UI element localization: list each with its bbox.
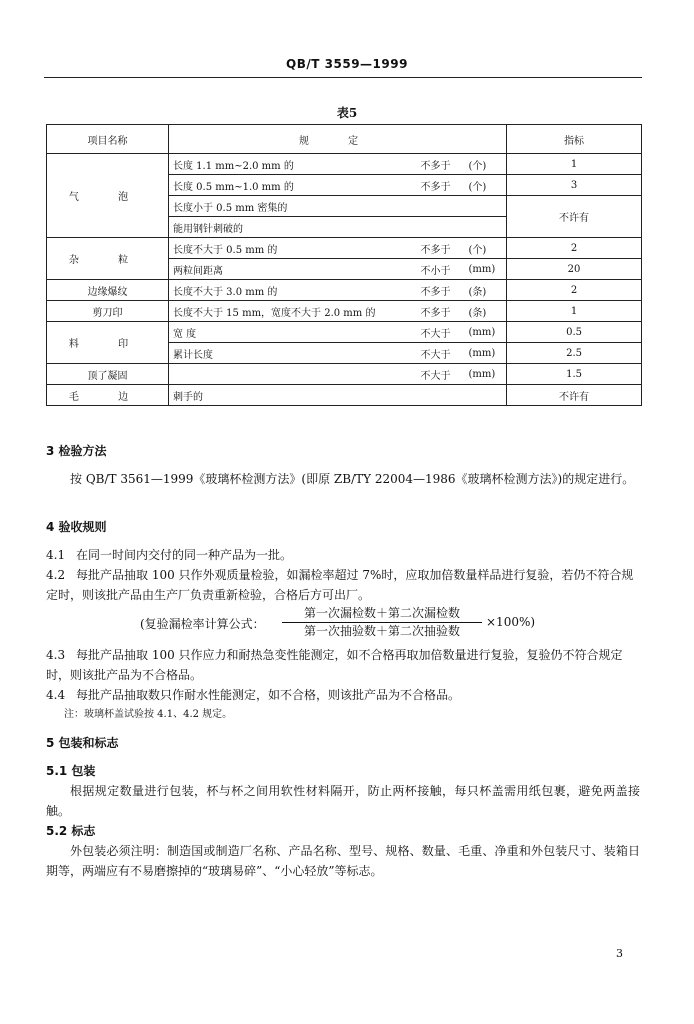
row-unit: (条) — [465, 280, 507, 301]
row-item: 气 泡 — [47, 154, 169, 238]
row-unit: (mm) — [465, 259, 507, 280]
clause-text: 每批产品抽取数只作耐水性能测定，如不合格，则该批产品为不合格品。 — [76, 688, 461, 702]
row-limit: 不大于 — [417, 322, 465, 343]
row-value: 2 — [507, 238, 642, 259]
row-value: 20 — [507, 259, 642, 280]
section-3 — [46, 441, 640, 489]
row-value: 2.5 — [507, 343, 642, 364]
row-limit: 不大于 — [417, 343, 465, 364]
row-unit: (个) — [465, 154, 507, 175]
subsection-5-2-text: 外包装必须注明：制造国或制造厂名称、产品名称、型号、规格、数量、毛重、净重和外包装尺寸、装箱日期等，两端应有不易磨擦掉的“玻璃易碎”、“小心轻放”等标志。 — [46, 844, 640, 878]
row-item: 料 印 — [47, 322, 169, 364]
formula-fraction — [282, 605, 482, 639]
standard-number-header: QB/T 3559—1999 — [286, 57, 408, 71]
section-3-text: 按 QB/T 3561—1999《玻璃杯检测方法》(即原 ZB/TY 22004—1986《玻璃杯检测方法》)的规定进行。 — [70, 472, 635, 486]
clause-4-3 — [46, 645, 640, 685]
header-rule — [44, 77, 642, 78]
spec-table — [46, 124, 642, 406]
row-value: 1.5 — [507, 364, 642, 385]
formula-tail: ×100%) — [486, 615, 536, 629]
row-limit: 不大于 — [417, 364, 465, 385]
row-item: 杂 粒 — [47, 238, 169, 280]
row-value: 不许有 — [507, 385, 642, 406]
table-header-row — [47, 125, 642, 154]
row-limit: 不多于 — [417, 175, 465, 196]
row-limit: 不多于 — [417, 238, 465, 259]
row-rule — [169, 364, 417, 385]
row-unit: (mm) — [465, 343, 507, 364]
row-rule: 长度不大于 3.0 mm 的 — [169, 280, 417, 301]
row-unit: (mm) — [465, 364, 507, 385]
row-rule: 刺手的 — [169, 385, 507, 406]
section-4 — [46, 517, 640, 605]
header-rule-col: 规 定 — [169, 125, 507, 154]
section-3-heading: 3 检验方法 — [46, 444, 107, 458]
row-item: 剪刀印 — [47, 301, 169, 322]
row-item: 毛 边 — [47, 385, 169, 406]
row-value: 1 — [507, 154, 642, 175]
header-index: 指标 — [507, 125, 642, 154]
row-rule: 长度不大于 15 mm，宽度不大于 2.0 mm 的 — [169, 301, 417, 322]
note: 注：玻璃杯盖试验按 4.1、4.2 规定。 — [64, 709, 233, 720]
row-rule: 长度 0.5 mm~1.0 mm 的 — [169, 175, 417, 196]
table-row — [47, 385, 642, 406]
clause-number: 4.3 — [46, 648, 66, 662]
row-value: 不许有 — [507, 196, 642, 238]
section-4-cont — [46, 645, 640, 725]
row-limit: 不小于 — [417, 259, 465, 280]
subsection-5-2: 5.2 标志 — [46, 824, 96, 838]
row-rule: 长度不大于 0.5 mm 的 — [169, 238, 417, 259]
clause-number: 4.4 — [46, 688, 66, 702]
table-row — [47, 238, 642, 259]
table-row — [47, 280, 642, 301]
subsection-5-1: 5.1 包装 — [46, 764, 96, 778]
table-title: 表5 — [336, 106, 358, 120]
row-limit: 不多于 — [417, 154, 465, 175]
row-rule: 两粒间距离 — [169, 259, 417, 280]
table-row — [47, 322, 642, 343]
row-unit: (个) — [465, 175, 507, 196]
row-limit: 不多于 — [417, 301, 465, 322]
row-value: 2 — [507, 280, 642, 301]
clause-number: 4.2 — [46, 568, 66, 582]
row-limit: 不多于 — [417, 280, 465, 301]
row-value: 0.5 — [507, 322, 642, 343]
formula-denominator: 第一次抽验数＋第二次抽验数 — [303, 624, 460, 638]
clause-text: 每批产品抽取 100 只作应力和耐热急变性能测定，如不合格再取加倍数量进行复验，复验仍不符合规定时，则该批产品为不合格品。 — [46, 648, 623, 682]
row-unit: (条) — [465, 301, 507, 322]
row-rule: 累计长度 — [169, 343, 417, 364]
page-number: 3 — [616, 947, 623, 960]
clause-text: 每批产品抽取 100 只作外观质量检验，如漏检率超过 7%时，应取加倍数量样品进行复验，若仍不符合规定时，则该批产品由生产厂负责重新检验，合格后方可出厂。 — [46, 568, 634, 602]
formula-label: (复验漏检率计算公式： — [140, 617, 265, 631]
row-value: 3 — [507, 175, 642, 196]
row-item: 边缘爆纹 — [47, 280, 169, 301]
recheck-formula — [140, 605, 580, 639]
section-5-heading: 5 包装和标志 — [46, 736, 119, 750]
clause-4-4 — [46, 685, 640, 705]
table-row — [47, 301, 642, 322]
table-row — [47, 154, 642, 175]
row-rule: 能用钢针刺破的 — [169, 217, 507, 238]
table-row — [47, 364, 642, 385]
header-item-name: 项目名称 — [47, 125, 169, 154]
row-rule: 长度 1.1 mm~2.0 mm 的 — [169, 154, 417, 175]
row-unit: (mm) — [465, 322, 507, 343]
clause-4-1 — [46, 545, 640, 565]
clause-text: 在同一时间内交付的同一种产品为一批。 — [76, 548, 293, 562]
row-item: 顶了凝固 — [47, 364, 169, 385]
row-value: 1 — [507, 301, 642, 322]
section-4-heading: 4 验收规则 — [46, 520, 107, 534]
row-rule: 长度小于 0.5 mm 密集的 — [169, 196, 507, 217]
row-unit: (个) — [465, 238, 507, 259]
subsection-5-1-text: 根据规定数量进行包装，杯与杯之间用软性材料隔开，防止两杯接触，每只杯盖需用纸包裹，避免两盖接触。 — [46, 784, 640, 818]
section-5 — [46, 733, 640, 881]
formula-numerator: 第一次漏检数＋第二次漏检数 — [282, 605, 482, 623]
row-rule: 宽 度 — [169, 322, 417, 343]
clause-number: 4.1 — [46, 548, 66, 562]
clause-4-2 — [46, 565, 640, 605]
